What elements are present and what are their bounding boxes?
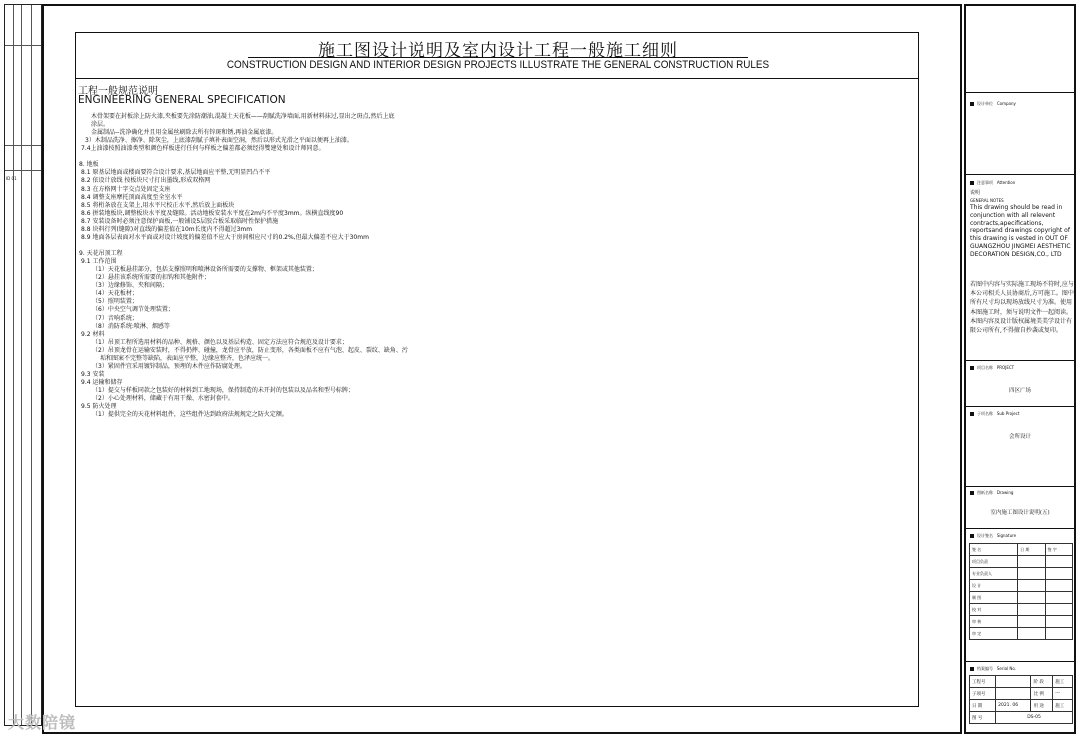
signature-table: 签 名 日 期 签 字 项目负责 专业负责人 设 计 制 图 校 对 审 核 审 定	[969, 543, 1073, 640]
watermark: 大数陪镜	[8, 713, 77, 732]
notes-en: This drawing should be read in conjunction with all relevent contracts,apecifications, reportsand drawings copyright of this drawing is vested in OUT OF GUANGZHOU JINGMEI AESTHETIC DECORATION DESIGN,CO., LTD	[970, 204, 1071, 258]
spec-line: 8.3 在方格网十字交点处固定支座	[81, 185, 171, 193]
left-revision-strip	[4, 4, 42, 726]
spec-line: （2）吊顶龙骨在运输安装时，不得扔摔、碰撞，龙骨应平放，防止变形，各类面板不应有气泡、起皮、裂纹、缺角、污	[92, 346, 408, 354]
spec-line: 涂层。	[91, 121, 110, 129]
spec-line: （3）边缘修饰、夹和间隔；	[92, 282, 168, 290]
drawing-label: 图纸名称 Drawing	[970, 490, 1013, 496]
spec-line: （5）照明装置；	[92, 298, 138, 306]
spec-line: （1）天花板悬挂部分，包括支撑照明和喷淋设备所需要的支撑物、框架或其他装置；	[92, 266, 318, 274]
notes-cn-head: 说明	[970, 190, 981, 196]
side-mark: ID 01	[6, 176, 17, 181]
spec-line: （1）提交与样板同款之包装好的材料到工地现场，保持制造的未开封的包装以及品名和型号标牌；	[92, 387, 354, 395]
project-label: 项目名称 PROJECT	[970, 365, 1014, 371]
spec-line: 8.4 调整支座摩托顶面高度至全室水平	[81, 193, 183, 201]
spec-line: （3）紧固件宜采用镀锌制品，预埋的木件应作防腐处理。	[92, 362, 246, 370]
spec-line: （4）天花板材；	[92, 290, 138, 298]
spec-line: 8.6 拼装地板块,调整板块水平度及缝隙。活动地板安装水平度在2m内不平度3mm。纵横直线度90	[81, 209, 344, 217]
spec-line: 金属制品--洗净确化并且用金属丝刷除去所有锌斑和锈,再油金属底漆。	[91, 129, 278, 137]
spec-line: 木骨架要在封板涂上防火漆,夹板要先涂防潮油,混凝土天花板——刮腻洗净墙面,用新材料抹过,显出之斑点,然后上底	[91, 113, 395, 120]
spec-line: 7.4上油漆按照油漆类型和颜色样板进行任何与样板之偏差都必须经得雙建处和设计师同意。	[81, 145, 325, 153]
spec-line: （8）消防系统:喷淋、烟感等	[92, 322, 170, 330]
spec-line: 9.3 安装	[81, 370, 105, 378]
spec-line: （7）音响系统；	[92, 314, 138, 322]
drawing-sheet	[75, 32, 919, 707]
title-block	[964, 4, 1076, 734]
spec-line: （2）悬挂该系统所需要的扣钩和其他附件；	[92, 274, 210, 282]
spec-line: 垢和图案不完整等缺陷，表面应平整，边缘应整齐，色泽应统一。	[100, 354, 275, 362]
attention-label: 注意事项 Attention	[970, 180, 1015, 186]
section-heading-en: ENGINEERING GENERAL SPECIFICATION	[78, 94, 286, 106]
spec-line: （1）提供完全的天花材料组件，这些组件达到政府法规规定之防火定额。	[92, 411, 288, 419]
section-heading-cn: 工程一般规范说明	[78, 86, 158, 97]
spec-line: 9.1 工作范围	[81, 258, 117, 266]
spec-line: 8.8 块料行列(缝隙)对直线的偏差值在10m长度内不得超过3mm	[81, 225, 253, 233]
signature-label: 设计签名 Signature	[970, 533, 1016, 539]
spec-line: 8. 地板	[79, 161, 99, 169]
spec-line: 9. 天花吊顶工程	[79, 250, 123, 258]
spec-line: 8.9 地面各层表面对水平面或对设计坡度的偏差值不应大于房间相应尺寸的0.2%,但最大偏差不应大于30mm	[81, 233, 369, 241]
notes-en-head: GENERAL NOTES	[970, 198, 1004, 203]
company-label: 设计单位 Company	[970, 101, 1016, 107]
spec-line: 9.4 运输和储存	[81, 378, 123, 386]
spec-line: （1）吊顶工程所选用材料的品种、规格、颜色以及基层构造、固定方法应符合规范及设计要求；	[92, 338, 348, 346]
spec-line: （6）中央空气调节处理装置；	[92, 306, 174, 314]
spec-line: 9.2 材料	[81, 330, 105, 338]
spec-line: 3）木制品洗净、擦净、除灰尘，上底漆刮腻子填补表面空洞，然后以形式光滑之平面以便再上油漆。	[85, 137, 353, 145]
spec-line: 9.5 防火处理	[81, 403, 117, 411]
title-cn: 施工图设计说明及室内设计工程一般施工细则	[318, 41, 678, 61]
drawing-value: 室内施工图设计说明(五)	[990, 510, 1050, 516]
project-value: 四区广场	[1008, 388, 1031, 394]
subproject-label: 子项名称 Sub Project	[970, 411, 1019, 417]
spec-line: 8.7 安装设备时必须注意保护面板,一般铺设5层胶合板采取临时性保护措施	[81, 217, 279, 225]
spec-line: 8.5 将桁条放在支架上,用水平尺校正水平,然后放上面板块	[81, 201, 235, 209]
title-en: CONSTRUCTION DESIGN AND INTERIOR DESIGN PROJECTS ILLUSTRATE THE GENERAL CONSTRUCTION RULES	[226, 59, 770, 71]
spec-line: （2）小心处理材料，储藏于有用干燥、水密封套中。	[92, 395, 234, 403]
serial-label: 档案编号 Serial No.	[970, 666, 1016, 672]
notes-cn: 若图中内容与实际施工现场不符时,应与本公司相关人员协商后,方可施工。图中所有尺寸均以现场放线尺寸为准。使用本图施工时，须与说明文件一起阅读。本图内容及设计版权属境美美学设计有限公司所有,不得擅自抄袭或复印。	[970, 281, 1074, 335]
subproject-value: 会所设计	[1008, 434, 1031, 440]
spec-line: 8.1 原基层地面或楼面要符合设计要求,基层地面应平整,无明显凹凸不平	[81, 169, 271, 177]
spec-line: 8.2 依设计放线 按板块尺寸打出墨线,形成双格网	[81, 177, 211, 185]
serial-table: 工程号 阶 段 施工 子项号 比 例 --- 日 期 2021. 06 用 途 施工 图 号 DS-05	[969, 675, 1073, 724]
